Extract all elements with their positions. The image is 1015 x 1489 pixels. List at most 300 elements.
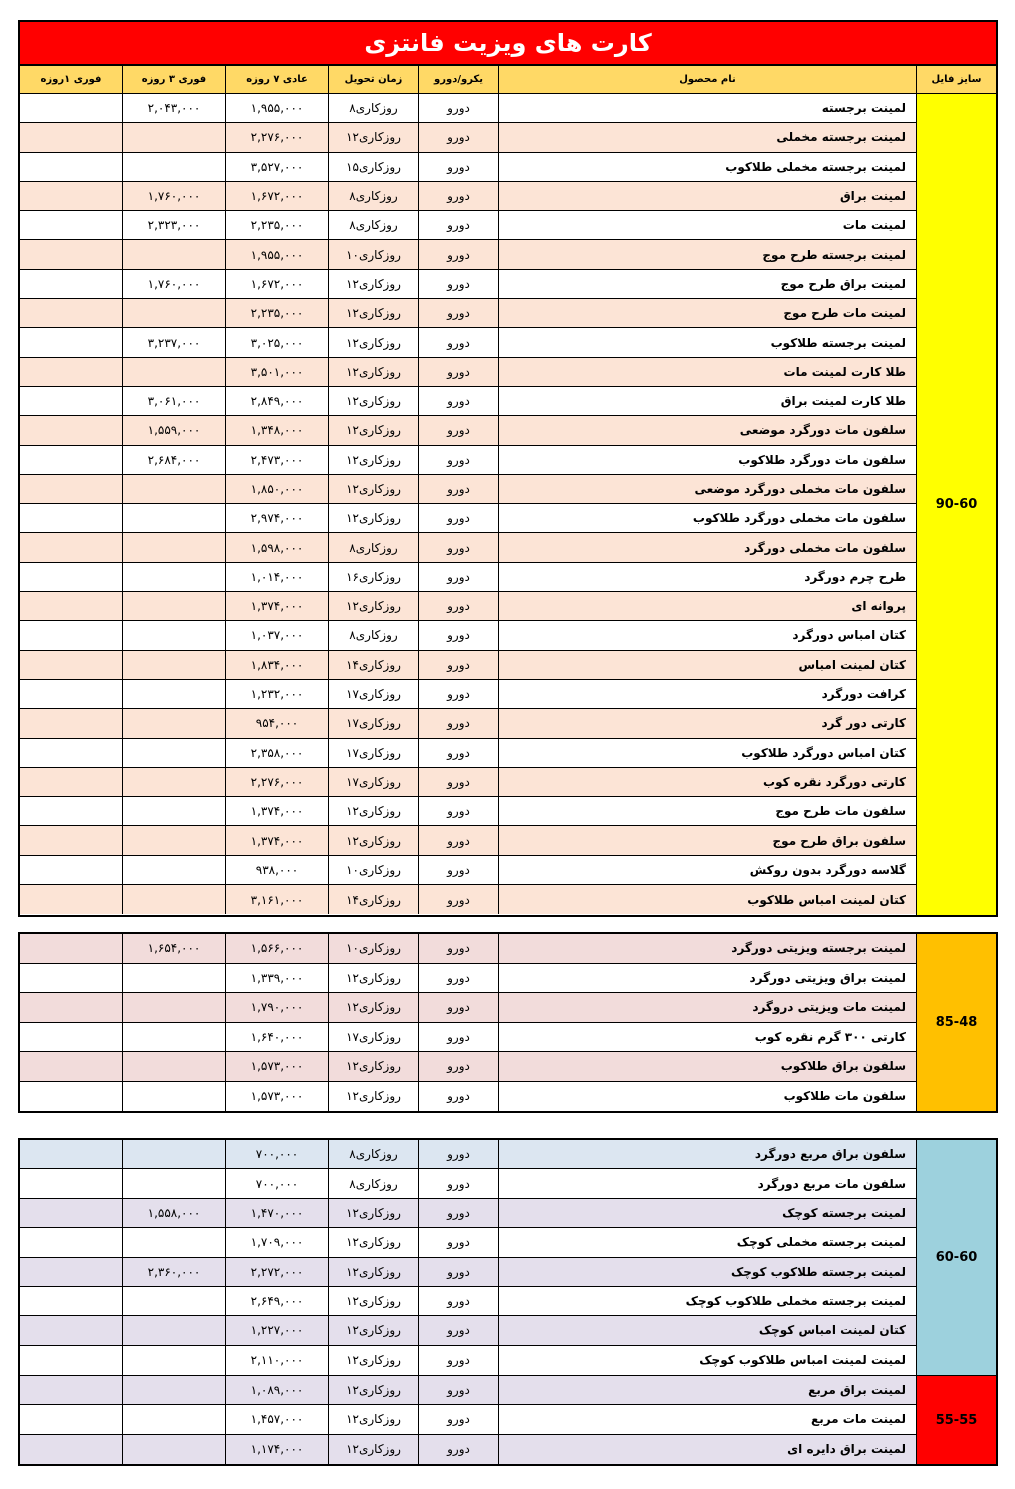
product-name-cell: لمینت برجسته طلاکوب (498, 328, 916, 356)
normal-price-cell: ۱,۱۷۴,۰۰۰ (225, 1435, 328, 1464)
section-55-55 (20, 1376, 996, 1464)
table-row (20, 856, 916, 885)
fast1-price-cell (20, 475, 122, 503)
fast3-price-cell: ۲,۳۶۰,۰۰۰ (122, 1258, 225, 1286)
product-name-cell: سلفون مات دورگرد طلاکوب (498, 446, 916, 474)
table-row (20, 1169, 916, 1198)
fast1-price-cell (20, 1258, 122, 1286)
delivery-time-cell: ۱۲روزکاری (328, 1228, 418, 1256)
fast3-price-cell (122, 1405, 225, 1433)
delivery-time-cell: ۱۰روزکاری (328, 856, 418, 884)
fast3-price-cell (122, 299, 225, 327)
side-cell: دورو (418, 475, 498, 503)
fast3-price-cell (122, 797, 225, 825)
fast1-price-cell (20, 1435, 122, 1464)
delivery-time-cell: ۱۲روزکاری (328, 1405, 418, 1433)
fast1-price-cell (20, 1023, 122, 1052)
size-label: 85-48 (916, 934, 996, 1111)
size-label: 90-60 (916, 94, 996, 915)
normal-price-cell: ۳,۵۲۷,۰۰۰ (225, 153, 328, 181)
fast1-price-cell (20, 1376, 122, 1404)
delivery-time-cell: ۱۲روزکاری (328, 826, 418, 854)
table-row (20, 299, 916, 328)
fast3-price-cell (122, 709, 225, 737)
normal-price-cell: ۱,۹۵۵,۰۰۰ (225, 94, 328, 122)
product-name-cell: سلفون مات دورگرد موضعی (498, 416, 916, 444)
delivery-time-cell: ۱۲روزکاری (328, 964, 418, 993)
product-name-cell: لمینت براق طرح موج (498, 270, 916, 298)
normal-price-cell: ۷۰۰,۰۰۰ (225, 1169, 328, 1197)
product-name-cell: سلفون مات مخملی دورگرد (498, 533, 916, 561)
product-name-cell: لمینت براق دایره ای (498, 1435, 916, 1464)
fast1-price-cell (20, 270, 122, 298)
fast1-price-cell (20, 240, 122, 268)
delivery-time-cell: ۱۷روزکاری (328, 680, 418, 708)
product-name-cell: طرح چرم دورگرد (498, 563, 916, 591)
side-cell: دورو (418, 358, 498, 386)
side-cell: دورو (418, 885, 498, 914)
fast3-price-cell: ۱,۷۶۰,۰۰۰ (122, 270, 225, 298)
table-row (20, 797, 916, 826)
fast1-price-cell (20, 328, 122, 356)
table-row (20, 328, 916, 357)
delivery-time-cell: ۱۲روزکاری (328, 123, 418, 151)
delivery-time-cell: ۱۷روزکاری (328, 709, 418, 737)
side-cell: دورو (418, 1199, 498, 1227)
delivery-time-cell: ۱۲روزکاری (328, 1258, 418, 1286)
product-name-cell: کارتی دور گرد (498, 709, 916, 737)
table-row (20, 533, 916, 562)
header-time: زمان تحویل (328, 66, 418, 93)
delivery-time-cell: ۱۲روزکاری (328, 1316, 418, 1344)
side-cell: دورو (418, 446, 498, 474)
product-name-cell: گلاسه دورگرد بدون روکش (498, 856, 916, 884)
normal-price-cell: ۱,۸۵۰,۰۰۰ (225, 475, 328, 503)
fast3-price-cell: ۱,۵۵۹,۰۰۰ (122, 416, 225, 444)
delivery-time-cell: ۱۲روزکاری (328, 993, 418, 1022)
side-cell: دورو (418, 94, 498, 122)
side-cell: دورو (418, 826, 498, 854)
normal-price-cell: ۷۰۰,۰۰۰ (225, 1140, 328, 1168)
fast3-price-cell: ۳,۰۶۱,۰۰۰ (122, 387, 225, 415)
delivery-time-cell: ۱۲روزکاری (328, 1346, 418, 1375)
table-row (20, 885, 916, 914)
fast1-price-cell (20, 1140, 122, 1168)
fast1-price-cell (20, 1199, 122, 1227)
rows-90-60 (20, 94, 916, 915)
fast1-price-cell (20, 1082, 122, 1111)
table-row (20, 504, 916, 533)
normal-price-cell: ۱,۷۹۰,۰۰۰ (225, 993, 328, 1022)
header-side: یکرو/دورو (418, 66, 498, 93)
table-row (20, 1287, 916, 1316)
product-name-cell: لمینت برجسته ویزیتی دورگرد (498, 934, 916, 963)
fast1-price-cell (20, 123, 122, 151)
product-name-cell: طلا کارت لمینت براق (498, 387, 916, 415)
delivery-time-cell: ۱۲روزکاری (328, 1287, 418, 1315)
table-row (20, 240, 916, 269)
side-cell: دورو (418, 123, 498, 151)
product-name-cell: لمینت برجسته طرح موج (498, 240, 916, 268)
delivery-time-cell: ۱۲روزکاری (328, 1199, 418, 1227)
delivery-time-cell: ۱۲روزکاری (328, 416, 418, 444)
product-name-cell: لمینت برجسته مخملی (498, 123, 916, 151)
delivery-time-cell: ۱۲روزکاری (328, 1082, 418, 1111)
table-row (20, 739, 916, 768)
fast1-price-cell (20, 856, 122, 884)
fast3-price-cell: ۲,۰۴۳,۰۰۰ (122, 94, 225, 122)
delivery-time-cell: ۸روزکاری (328, 211, 418, 239)
fast3-price-cell (122, 739, 225, 767)
fast1-price-cell (20, 592, 122, 620)
normal-price-cell: ۲,۲۳۵,۰۰۰ (225, 211, 328, 239)
table-row (20, 475, 916, 504)
table-row (20, 446, 916, 475)
product-name-cell: کارتی ۳۰۰ گرم نقره کوب (498, 1023, 916, 1052)
fast3-price-cell: ۲,۳۲۳,۰۰۰ (122, 211, 225, 239)
fast3-price-cell: ۱,۵۵۸,۰۰۰ (122, 1199, 225, 1227)
normal-price-cell: ۲,۲۳۵,۰۰۰ (225, 299, 328, 327)
normal-price-cell: ۱,۲۲۷,۰۰۰ (225, 1316, 328, 1344)
side-cell: دورو (418, 739, 498, 767)
fast1-price-cell (20, 1052, 122, 1081)
table-row (20, 621, 916, 650)
side-cell: دورو (418, 240, 498, 268)
fast3-price-cell (122, 1346, 225, 1375)
table-row (20, 416, 916, 445)
rows-55-55 (20, 1376, 916, 1464)
table-row (20, 1082, 916, 1111)
table-row (20, 1435, 916, 1464)
delivery-time-cell: ۸روزکاری (328, 533, 418, 561)
product-name-cell: لمینت برجسته (498, 94, 916, 122)
fast3-price-cell (122, 885, 225, 914)
fast3-price-cell (122, 533, 225, 561)
fast1-price-cell (20, 299, 122, 327)
size-label: 60-60 (916, 1140, 996, 1375)
normal-price-cell: ۳,۵۰۱,۰۰۰ (225, 358, 328, 386)
fast3-price-cell (122, 1052, 225, 1081)
fast1-price-cell (20, 358, 122, 386)
fast3-price-cell (122, 680, 225, 708)
rows-60-60 (20, 1140, 916, 1375)
fast1-price-cell (20, 680, 122, 708)
price-table-85-48 (18, 932, 998, 1113)
delivery-time-cell: ۸روزکاری (328, 1140, 418, 1168)
product-name-cell: لمینت برجسته مخملی طلاکوب (498, 153, 916, 181)
product-name-cell: لمینت براق (498, 182, 916, 210)
side-cell: دورو (418, 680, 498, 708)
fast1-price-cell (20, 153, 122, 181)
fast3-price-cell: ۱,۷۶۰,۰۰۰ (122, 182, 225, 210)
fast1-price-cell (20, 826, 122, 854)
size-label: 55-55 (916, 1376, 996, 1464)
fast1-price-cell (20, 1346, 122, 1375)
side-cell: دورو (418, 1052, 498, 1081)
delivery-time-cell: ۱۲روزکاری (328, 1052, 418, 1081)
fast1-price-cell (20, 1169, 122, 1197)
side-cell: دورو (418, 504, 498, 532)
side-cell: دورو (418, 1346, 498, 1375)
fast1-price-cell (20, 563, 122, 591)
fast1-price-cell (20, 768, 122, 796)
product-name-cell: لمینت مات ویزیتی دروگرد (498, 993, 916, 1022)
table-row (20, 94, 916, 123)
delivery-time-cell: ۱۲روزکاری (328, 299, 418, 327)
fast1-price-cell (20, 1228, 122, 1256)
table-header (20, 66, 996, 94)
delivery-time-cell: ۱۷روزکاری (328, 1023, 418, 1052)
table-row (20, 709, 916, 738)
side-cell: دورو (418, 1316, 498, 1344)
product-name-cell: پروانه ای (498, 592, 916, 620)
product-name-cell: سلفون مات طرح موج (498, 797, 916, 825)
side-cell: دورو (418, 299, 498, 327)
table-row (20, 826, 916, 855)
normal-price-cell: ۱,۷۰۹,۰۰۰ (225, 1228, 328, 1256)
delivery-time-cell: ۱۲روزکاری (328, 1376, 418, 1404)
fast1-price-cell (20, 1405, 122, 1433)
side-cell: دورو (418, 182, 498, 210)
fast1-price-cell (20, 709, 122, 737)
fast3-price-cell (122, 1316, 225, 1344)
fast3-price-cell (122, 856, 225, 884)
normal-price-cell: ۲,۴۷۳,۰۰۰ (225, 446, 328, 474)
table-row (20, 387, 916, 416)
table-row (20, 123, 916, 152)
product-name-cell: کتان لمینت امباس (498, 651, 916, 679)
product-name-cell: طلا کارت لمینت مات (498, 358, 916, 386)
side-cell: دورو (418, 1169, 498, 1197)
fast3-price-cell (122, 1082, 225, 1111)
side-cell: دورو (418, 1023, 498, 1052)
normal-price-cell: ۱,۶۷۲,۰۰۰ (225, 182, 328, 210)
fast3-price-cell (122, 1023, 225, 1052)
fast3-price-cell: ۱,۶۵۴,۰۰۰ (122, 934, 225, 963)
product-name-cell: سلفون براق طلاکوب (498, 1052, 916, 1081)
delivery-time-cell: ۱۴روزکاری (328, 651, 418, 679)
table-row (20, 1316, 916, 1345)
fast3-price-cell (122, 358, 225, 386)
fast3-price-cell (122, 993, 225, 1022)
normal-price-cell: ۱,۶۷۲,۰۰۰ (225, 270, 328, 298)
product-name-cell: لمینت لمینت امباس طلاکوب کوچک (498, 1346, 916, 1375)
delivery-time-cell: ۱۷روزکاری (328, 739, 418, 767)
delivery-time-cell: ۸روزکاری (328, 621, 418, 649)
table-row (20, 768, 916, 797)
normal-price-cell: ۳,۰۲۵,۰۰۰ (225, 328, 328, 356)
normal-price-cell: ۹۳۸,۰۰۰ (225, 856, 328, 884)
side-cell: دورو (418, 328, 498, 356)
product-name-cell: سلفون مات مربع دورگرد (498, 1169, 916, 1197)
fast1-price-cell (20, 739, 122, 767)
normal-price-cell: ۲,۱۱۰,۰۰۰ (225, 1346, 328, 1375)
header-normal: عادی ۷ روزه (225, 66, 328, 93)
fast3-price-cell (122, 1140, 225, 1168)
side-cell: دورو (418, 797, 498, 825)
product-name-cell: کتان لمینت امباس کوچک (498, 1316, 916, 1344)
header-name: نام محصول (498, 66, 916, 93)
product-name-cell: لمینت براق ویزیتی دورگرد (498, 964, 916, 993)
header-size: سایز فایل (916, 66, 996, 93)
side-cell: دورو (418, 1140, 498, 1168)
delivery-time-cell: ۱۲روزکاری (328, 592, 418, 620)
side-cell: دورو (418, 416, 498, 444)
normal-price-cell: ۱,۴۵۷,۰۰۰ (225, 1405, 328, 1433)
fast1-price-cell (20, 182, 122, 210)
side-cell: دورو (418, 1376, 498, 1404)
table-row (20, 153, 916, 182)
fast3-price-cell (122, 621, 225, 649)
fast1-price-cell (20, 993, 122, 1022)
table-row (20, 964, 916, 994)
product-name-cell: سلفون مات مخملی دورگرد موضعی (498, 475, 916, 503)
side-cell: دورو (418, 1082, 498, 1111)
fast3-price-cell (122, 826, 225, 854)
table-row (20, 563, 916, 592)
fast3-price-cell (122, 964, 225, 993)
product-name-cell: کتان امباس دورگرد طلاکوب (498, 739, 916, 767)
fast3-price-cell (122, 651, 225, 679)
product-name-cell: سلفون مات مخملی دورگرد طلاکوب (498, 504, 916, 532)
normal-price-cell: ۱,۳۷۴,۰۰۰ (225, 592, 328, 620)
fast1-price-cell (20, 934, 122, 963)
normal-price-cell: ۲,۸۴۹,۰۰۰ (225, 387, 328, 415)
side-cell: دورو (418, 768, 498, 796)
normal-price-cell: ۱,۲۳۲,۰۰۰ (225, 680, 328, 708)
delivery-time-cell: ۱۲روزکاری (328, 475, 418, 503)
normal-price-cell: ۱,۰۳۷,۰۰۰ (225, 621, 328, 649)
side-cell: دورو (418, 1258, 498, 1286)
side-cell: دورو (418, 387, 498, 415)
table-row (20, 592, 916, 621)
delivery-time-cell: ۱۲روزکاری (328, 1435, 418, 1464)
fast3-price-cell (122, 592, 225, 620)
fast1-price-cell (20, 621, 122, 649)
page-title: کارت های ویزیت فانتزی (20, 22, 996, 66)
delivery-time-cell: ۸روزکاری (328, 182, 418, 210)
fast3-price-cell (122, 1435, 225, 1464)
normal-price-cell: ۱,۶۴۰,۰۰۰ (225, 1023, 328, 1052)
product-name-cell: کارتی دورگرد نقره کوب (498, 768, 916, 796)
side-cell: دورو (418, 533, 498, 561)
fast3-price-cell (122, 1287, 225, 1315)
delivery-time-cell: ۱۲روزکاری (328, 387, 418, 415)
side-cell: دورو (418, 270, 498, 298)
product-name-cell: لمینت مات مربع (498, 1405, 916, 1433)
fast1-price-cell (20, 446, 122, 474)
section-85-48 (20, 934, 996, 1111)
delivery-time-cell: ۱۰روزکاری (328, 934, 418, 963)
normal-price-cell: ۹۵۴,۰۰۰ (225, 709, 328, 737)
side-cell: دورو (418, 563, 498, 591)
table-row (20, 1140, 916, 1169)
table-row (20, 358, 916, 387)
fast3-price-cell (122, 240, 225, 268)
side-cell: دورو (418, 934, 498, 963)
table-row (20, 934, 916, 964)
normal-price-cell: ۱,۵۶۶,۰۰۰ (225, 934, 328, 963)
fast1-price-cell (20, 94, 122, 122)
table-row (20, 993, 916, 1023)
section-90-60 (20, 94, 996, 915)
fast1-price-cell (20, 797, 122, 825)
fast1-price-cell (20, 504, 122, 532)
side-cell: دورو (418, 1405, 498, 1433)
delivery-time-cell: ۱۲روزکاری (328, 797, 418, 825)
product-name-cell: لمینت مات طرح موج (498, 299, 916, 327)
price-table-small (18, 1138, 998, 1466)
delivery-time-cell: ۱۲روزکاری (328, 446, 418, 474)
delivery-time-cell: ۱۲روزکاری (328, 328, 418, 356)
fast1-price-cell (20, 211, 122, 239)
fast1-price-cell (20, 1287, 122, 1315)
side-cell: دورو (418, 993, 498, 1022)
header-fast1: فوری ۱روزه (40, 74, 102, 85)
fast3-price-cell: ۳,۲۳۷,۰۰۰ (122, 328, 225, 356)
table-row (20, 1346, 916, 1375)
table-row (20, 1376, 916, 1405)
rows-85-48 (20, 934, 916, 1111)
normal-price-cell: ۱,۳۴۸,۰۰۰ (225, 416, 328, 444)
fast1-price-cell (20, 1316, 122, 1344)
normal-price-cell: ۱,۳۳۹,۰۰۰ (225, 964, 328, 993)
delivery-time-cell: ۱۶روزکاری (328, 563, 418, 591)
normal-price-cell: ۱,۰۱۴,۰۰۰ (225, 563, 328, 591)
product-name-cell: لمینت براق مربع (498, 1376, 916, 1404)
normal-price-cell: ۲,۲۷۲,۰۰۰ (225, 1258, 328, 1286)
table-row (20, 1199, 916, 1228)
side-cell: دورو (418, 964, 498, 993)
side-cell: دورو (418, 1287, 498, 1315)
fast3-price-cell (122, 1169, 225, 1197)
product-name-cell: لمینت برجسته مخملی طلاکوب کوچک (498, 1287, 916, 1315)
normal-price-cell: ۱,۴۷۰,۰۰۰ (225, 1199, 328, 1227)
product-name-cell: کتان لمینت امباس طلاکوب (498, 885, 916, 914)
normal-price-cell: ۱,۰۸۹,۰۰۰ (225, 1376, 328, 1404)
normal-price-cell: ۲,۲۷۶,۰۰۰ (225, 123, 328, 151)
normal-price-cell: ۱,۸۳۴,۰۰۰ (225, 651, 328, 679)
fast3-price-cell (122, 475, 225, 503)
normal-price-cell: ۱,۹۵۵,۰۰۰ (225, 240, 328, 268)
table-row (20, 1258, 916, 1287)
side-cell: دورو (418, 592, 498, 620)
fast3-price-cell (122, 123, 225, 151)
product-name-cell: سلفون براق طرح موج (498, 826, 916, 854)
product-name-cell: لمینت برجسته طلاکوب کوچک (498, 1258, 916, 1286)
fast1-price-cell (20, 964, 122, 993)
fast1-price-cell (20, 651, 122, 679)
price-table-90-60 (18, 20, 998, 917)
product-name-cell: لمینت برجسته کوچک (498, 1199, 916, 1227)
table-row (20, 680, 916, 709)
product-name-cell: سلفون مات طلاکوب (498, 1082, 916, 1111)
side-cell: دورو (418, 1435, 498, 1464)
delivery-time-cell: ۱۲روزکاری (328, 358, 418, 386)
product-name-cell: کتان امباس دورگرد (498, 621, 916, 649)
fast3-price-cell (122, 563, 225, 591)
table-row (20, 1405, 916, 1434)
fast1-price-cell (20, 533, 122, 561)
side-cell: دورو (418, 856, 498, 884)
delivery-time-cell: ۱۴روزکاری (328, 885, 418, 914)
normal-price-cell: ۱,۵۷۳,۰۰۰ (225, 1082, 328, 1111)
fast3-price-cell (122, 1376, 225, 1404)
side-cell: دورو (418, 211, 498, 239)
normal-price-cell: ۲,۶۴۹,۰۰۰ (225, 1287, 328, 1315)
side-cell: دورو (418, 621, 498, 649)
table-row (20, 270, 916, 299)
